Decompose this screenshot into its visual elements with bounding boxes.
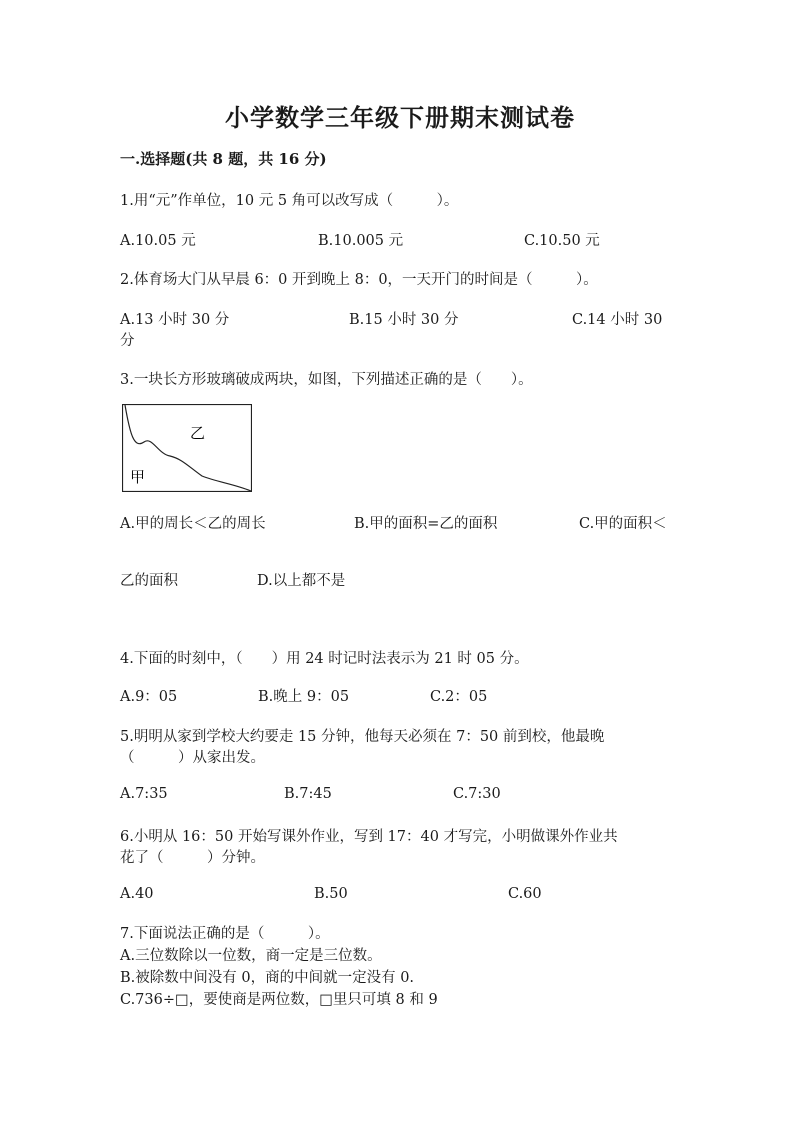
- label-jia: 甲: [130, 468, 146, 486]
- question-7: 7.下面说法正确的是（ ）。: [120, 926, 330, 942]
- q4-option-a: A.9：05: [120, 689, 178, 705]
- broken-glass-figure: [122, 404, 252, 492]
- q2-option-a: A.13 小时 30 分: [120, 312, 230, 328]
- q6-option-b: B.50: [314, 886, 348, 902]
- q5-option-c: C.7:30: [453, 786, 501, 802]
- question-6-line-1: 6.小明从 16：50 开始写课外作业，写到 17：40 才写完，小明做课外作业共: [120, 829, 618, 845]
- q7-option-b: B.被除数中间没有 0，商的中间就一定没有 0.: [120, 970, 415, 986]
- question-2: 2.体育场大门从早晨 6：0 开到晚上 8：0，一天开门的时间是（ ）。: [120, 272, 598, 288]
- q4-option-c: C.2：05: [430, 689, 488, 705]
- q5-option-b: B.7:45: [284, 786, 332, 802]
- question-1: 1.用“元”作单位，10 元 5 角可以改写成（ ）。: [120, 193, 459, 209]
- q1-option-c: C.10.50 元: [524, 233, 600, 249]
- q3-option-c: C.甲的面积＜: [579, 516, 667, 532]
- page-title: 小学数学三年级下册期末测试卷: [225, 103, 575, 132]
- q2-option-b: B.15 小时 30 分: [349, 312, 459, 328]
- question-6-line-2: 花了（ ）分钟。: [120, 850, 265, 866]
- q1-option-a: A.10.05 元: [120, 233, 196, 249]
- q3-option-d: D.以上都不是: [257, 573, 346, 589]
- q2-option-c-wrap: 分: [120, 333, 135, 349]
- q6-option-c: C.60: [508, 886, 542, 902]
- q6-option-a: A.40: [120, 886, 154, 902]
- q1-option-b: B.10.005 元: [318, 233, 404, 249]
- section-heading: 一.选择题(共 8 题，共 16 分): [120, 150, 327, 168]
- label-yi: 乙: [190, 424, 206, 442]
- q4-option-b: B.晚上 9：05: [258, 689, 350, 705]
- q7-option-c: C.736÷□，要使商是两位数，□里只可填 8 和 9: [120, 992, 438, 1008]
- q2-option-c: C.14 小时 30: [572, 312, 663, 328]
- question-5-line-1: 5.明明从家到学校大约要走 15 分钟，他每天必须在 7：50 前到校，他最晚: [120, 729, 605, 745]
- q7-option-a: A.三位数除以一位数，商一定是三位数。: [120, 948, 382, 964]
- question-5-line-2: （ ）从家出发。: [120, 750, 265, 766]
- question-4: 4.下面的时刻中，（ ）用 24 时记时法表示为 21 时 05 分。: [120, 651, 529, 667]
- q3-option-c-wrap: 乙的面积: [120, 573, 178, 589]
- q5-option-a: A.7:35: [120, 786, 168, 802]
- q3-option-a: A.甲的周长＜乙的周长: [120, 516, 266, 532]
- question-3: 3.一块长方形玻璃破成两块，如图，下列描述正确的是（ ）。: [120, 372, 533, 388]
- q3-option-b: B.甲的面积=乙的面积: [354, 516, 498, 532]
